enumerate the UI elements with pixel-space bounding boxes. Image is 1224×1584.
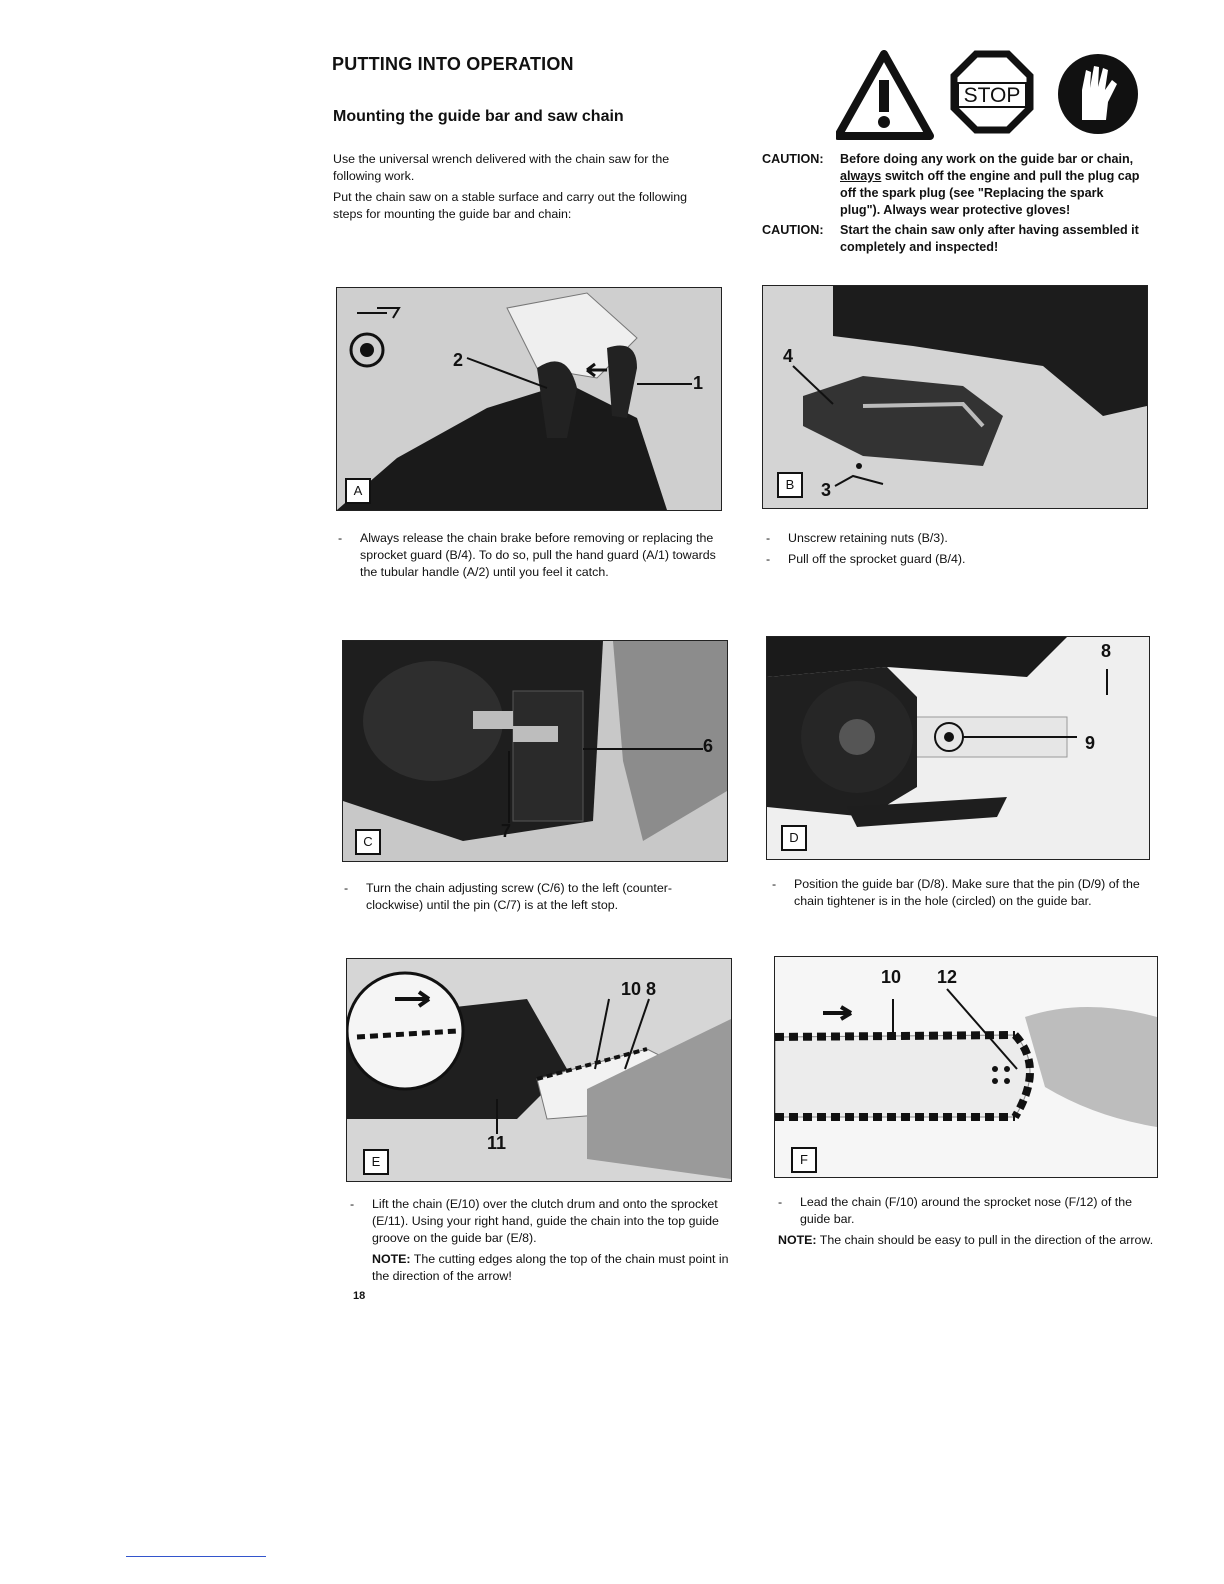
footer-rule (126, 1556, 266, 1557)
step-d (772, 876, 1156, 910)
callout-10: 10 (881, 967, 902, 987)
callout-7: 7 (501, 821, 512, 841)
figure-f-illustration (775, 957, 1157, 1177)
caution-row (762, 151, 1144, 219)
caution-text: Start the chain saw only after having assembled it completely and inspected! (840, 223, 1139, 254)
callout-11: 11 (487, 1133, 507, 1153)
subsection-title: Mounting the guide bar and saw chain (333, 108, 624, 125)
callout-8: 8 (1101, 641, 1112, 661)
page-number: 18 (353, 1290, 366, 1302)
intro-text (333, 151, 718, 227)
warning-icons (836, 50, 1146, 142)
note: NOTE: The chain should be easy to pull in the direction of the arrow. (778, 1233, 1154, 1247)
intro-paragraph: Use the universal wrench delivered with the chain saw for the following work. (333, 152, 670, 183)
figure-b (762, 285, 1148, 509)
callout-10-8: 10 8 (621, 979, 657, 999)
list-item: - Always release the chain brake before removing or replacing the sprocket guard (B/4). To do so, pull the hand guard (A/1) towards the tubular handle (A/2) until you feel it catch. (338, 531, 716, 579)
svg-text:STOP: STOP (963, 84, 1021, 107)
figure-f (774, 956, 1158, 1178)
list-item: - Unscrew retaining nuts (B/3). (766, 531, 948, 545)
callout-1: 1 (693, 373, 704, 393)
callout-3: 3 (821, 480, 832, 500)
figure-c-illustration (343, 641, 727, 861)
step-b (766, 530, 1146, 568)
figure-label: C (355, 829, 381, 855)
intro-paragraph: Put the chain saw on a stable surface and carry out the following steps for mounting the guide bar and chain: (333, 190, 688, 221)
list-item: - Turn the chain adjusting screw (C/6) to the left (counter-clockwise) until the pin (C/7) is at the left stop. (344, 881, 673, 912)
figure-a (336, 287, 722, 511)
figure-b-illustration (763, 286, 1147, 508)
list-item: - Lift the chain (E/10) over the clutch drum and onto the sprocket (E/11). Using your right hand, guide the chain into the top guide groove on the guide bar (E/8). NOTE: The cutting edges along the top of the chain must point in the direction of the arrow! (350, 1196, 734, 1285)
figure-label: F (791, 1147, 817, 1173)
callout-4: 4 (783, 346, 794, 366)
figure-label: A (345, 478, 371, 504)
callout-9: 9 (1085, 733, 1096, 753)
warning-triangle-icon (838, 54, 930, 136)
gloves-icon (1058, 54, 1138, 134)
step-e (350, 1196, 734, 1285)
figure-label: D (781, 825, 807, 851)
list-item: - Pull off the sprocket guard (B/4). (766, 552, 966, 566)
note: NOTE: The cutting edges along the top of the chain must point in the direction of the arrow! (372, 1252, 729, 1283)
stop-icon (954, 54, 1030, 130)
figure-e (346, 958, 732, 1182)
figure-a-illustration (337, 288, 721, 510)
callout-6: 6 (703, 736, 714, 756)
section-title: PUTTING INTO OPERATION (332, 54, 574, 74)
figure-label: B (777, 472, 803, 498)
step-f (778, 1194, 1162, 1249)
emphasis-always: always (840, 169, 882, 183)
caution-label: CAUTION: (762, 223, 824, 237)
step-c (344, 880, 728, 914)
list-item: - Lead the chain (F/10) around the sprocket nose (F/12) of the guide bar. (778, 1195, 1132, 1226)
callout-12: 12 (937, 967, 958, 987)
caution-block (762, 151, 1144, 259)
figure-d (766, 636, 1150, 860)
callout-2: 2 (453, 350, 464, 370)
caution-text: Before doing any work on the guide bar or chain, always switch off the engine and pull the plug cap off the spark plug (see "Replacing the spark plug"). Always wear protective gloves! (840, 152, 1140, 217)
caution-row (762, 222, 1144, 256)
caution-label: CAUTION: (762, 152, 824, 166)
figure-label: E (363, 1149, 389, 1175)
step-a (338, 530, 723, 581)
list-item: - Position the guide bar (D/8). Make sure that the pin (D/9) of the chain tightener is in the hole (circled) on the guide bar. (772, 877, 1140, 908)
figure-c (342, 640, 728, 862)
figure-e-illustration (347, 959, 731, 1181)
